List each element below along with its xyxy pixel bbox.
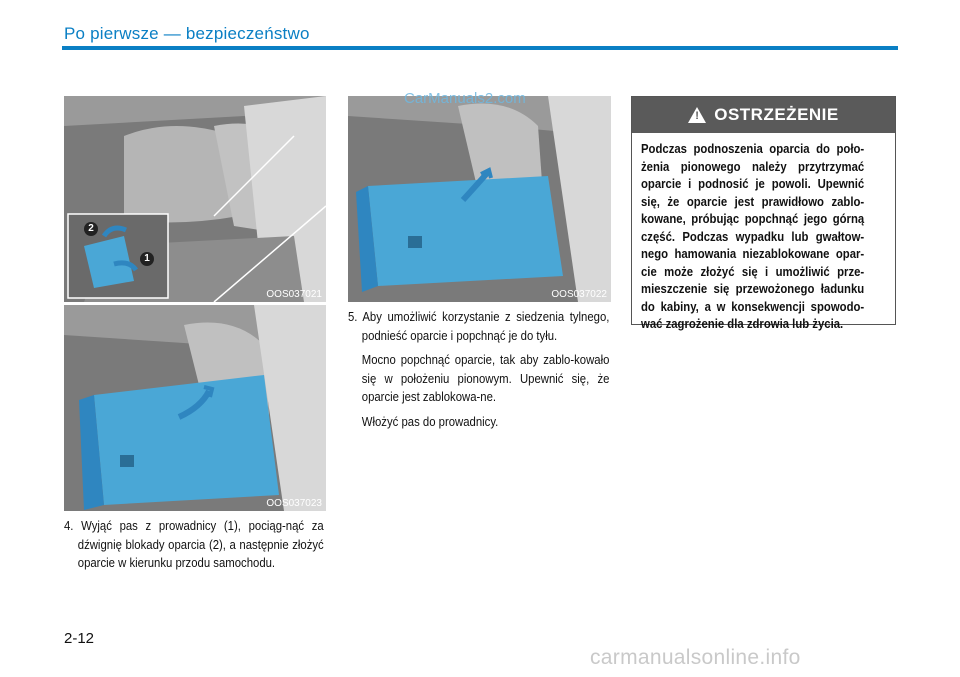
warning-header [632,97,895,133]
step-4-paragraph: 4. Wyjąć pas z prowadnicy (1), pociąg-nąć za dźwignię blokady oparcia (2), a następnie złożyć oparcie w kierunku przodu samochodu. [64,518,324,570]
step-5-paragraph-2: Mocno popchnąć oparcie, tak aby zablo-kowało się w położeniu pionowym. Upewnić się, że oparcie jest zablokowa-ne. [361,352,610,404]
figure-code: OOS037021 [266,289,322,300]
warning-title: OSTRZEŻENIE [714,105,839,124]
header-rule [62,46,898,50]
figure-seat-release-lever [64,96,326,302]
step-5-text [348,308,609,431]
step-5-paragraph-3: Włożyć pas do prowadnicy. [361,413,499,429]
page-header-title: Po pierwsze — bezpieczeństwo [64,24,310,43]
watermark-bottom: carmanualsonline.info [590,646,801,669]
figure-code: OOS037022 [551,289,607,300]
warning-body: Podczas podnoszenia oparcia do poło-żenia pionowego należy przytrzymać oparcie i podnosić je powoli. Upewnić się, że oparcie jest prawidłowo zablo-kowane, próbując popchnąć jego górną część. Podczas wypadku lub gwałtow-nego hamowania niezablokowane opar-cie może złożyć się i umożliwić prze-mieszczenie się przewożonego ładunku do kabiny, a w konsekwencji spowodo-wać zagrożenie dla zdrowia lub życia. [641,142,865,331]
seat-release-illustration [64,96,326,302]
seat-raise-illustration [348,96,611,302]
figure-seat-folded [64,305,326,511]
watermark-top: CarManuals2.com [404,90,526,107]
figure-code: OOS037023 [266,498,322,509]
step-4-text [64,517,324,573]
seat-folded-illustration [64,305,326,511]
callout-badge-1: 1 [140,252,154,266]
figure-seat-raise [348,96,611,302]
page-number: 2-12 [64,630,95,647]
callout-badge-2: 2 [84,222,98,236]
warning-triangle-icon: ! [688,107,706,123]
warning-box [631,96,896,331]
step-5-paragraph: 5. Aby umożliwić korzystanie z siedzenia tylnego, podnieść oparcie i popchnąć je do tyłu. [348,309,610,343]
